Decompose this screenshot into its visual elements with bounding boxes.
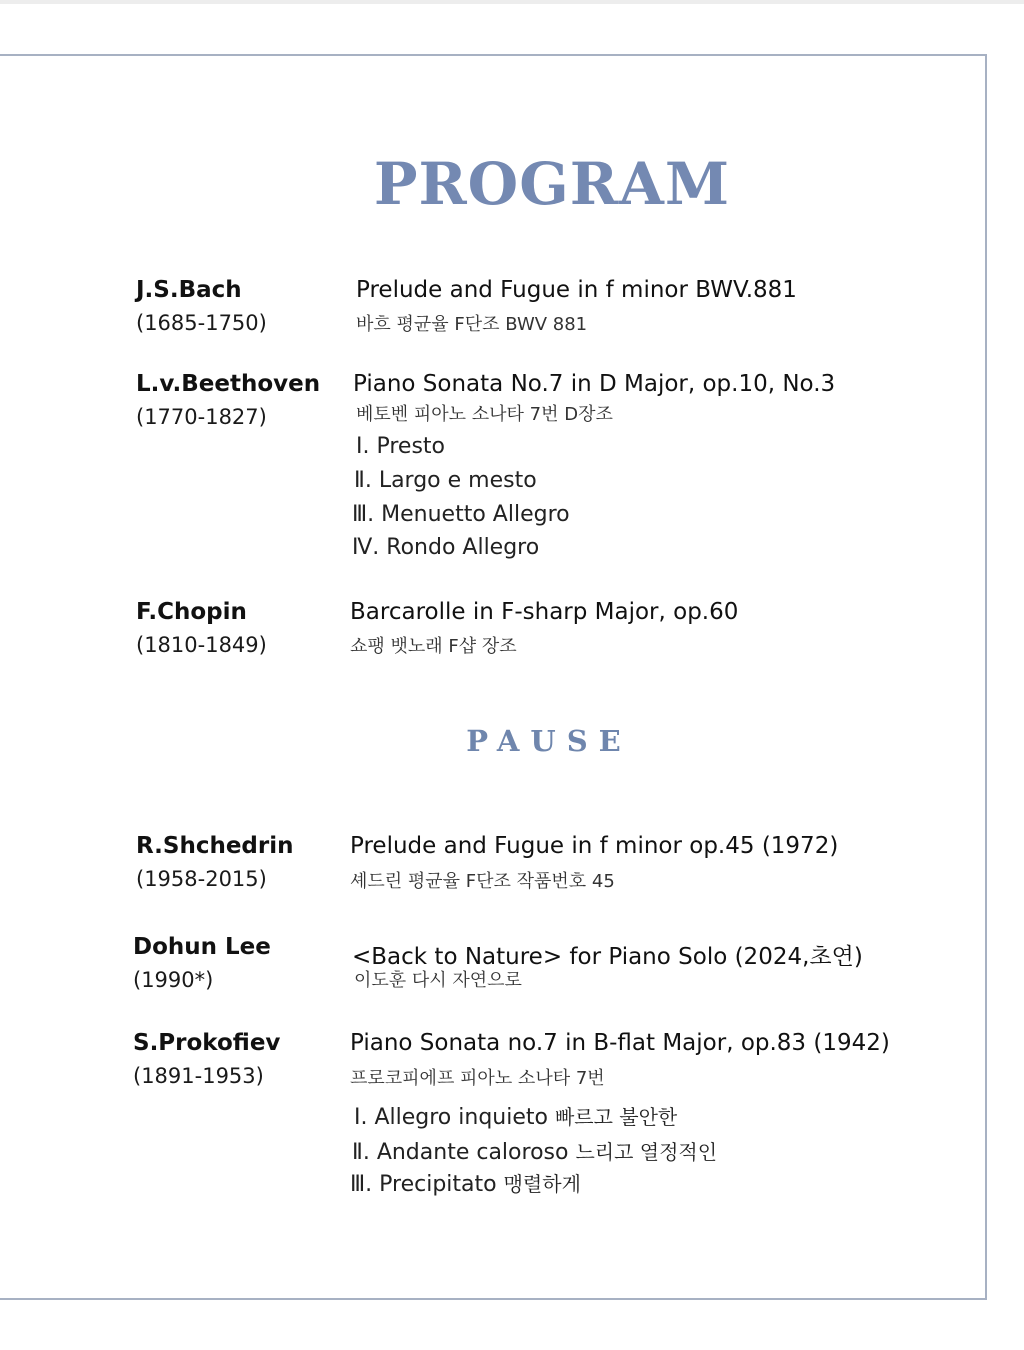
work-title: <Back to Nature> for Piano Solo (2024,초연) bbox=[352, 944, 863, 970]
movement-korean: 느리고 열정적인 bbox=[575, 1140, 718, 1164]
movement bbox=[352, 1136, 717, 1165]
composer-name: S.Prokofiev bbox=[133, 1030, 281, 1056]
composer-name: J.S.Bach bbox=[136, 277, 242, 303]
work-title: Prelude and Fugue in f minor op.45 (1972) bbox=[350, 833, 839, 859]
work-title-korean: 이도훈 다시 자연으로 bbox=[354, 970, 522, 991]
composer-years: (1810-1849) bbox=[136, 633, 267, 657]
work-title-korean: 셰드린 평균율 F단조 작품번호 45 bbox=[350, 871, 615, 892]
composer-name: L.v.Beethoven bbox=[136, 371, 321, 397]
composer-years: (1685-1750) bbox=[136, 311, 267, 335]
movement bbox=[354, 1101, 677, 1130]
movement: Ⅲ. Menuetto Allegro bbox=[352, 502, 570, 527]
movement bbox=[350, 1168, 581, 1197]
work-title-korean: 바흐 평균율 F단조 BWV 881 bbox=[356, 314, 588, 335]
work-title: Piano Sonata No.7 in D Major, op.10, No.3 bbox=[353, 371, 836, 397]
composer-name: F.Chopin bbox=[136, 599, 247, 625]
composer-years: (1990*) bbox=[133, 968, 214, 992]
top-strip bbox=[0, 0, 1024, 4]
work-title-korean: 베토벤 피아노 소나타 7번 D장조 bbox=[356, 404, 613, 425]
composer-years: (1891-1953) bbox=[133, 1064, 264, 1088]
work-title: Piano Sonata no.7 in B-flat Major, op.83 (1942) bbox=[350, 1030, 890, 1056]
composer-years: (1770-1827) bbox=[136, 405, 267, 429]
movement: Ⅳ. Rondo Allegro bbox=[352, 535, 540, 560]
movement: Ⅱ. Largo e mesto bbox=[354, 468, 537, 493]
intermission-label: PAUSE bbox=[466, 724, 632, 758]
movement-title: Ⅲ. Precipitato bbox=[350, 1172, 497, 1197]
composer-name: Dohun Lee bbox=[133, 934, 271, 960]
composer-years: (1958-2015) bbox=[136, 867, 267, 891]
movement-title: Ⅰ. Allegro inquieto bbox=[354, 1105, 548, 1130]
work-title-korean: 쇼팽 뱃노래 F샵 장조 bbox=[350, 636, 517, 657]
movement-korean: 맹렬하게 bbox=[503, 1172, 581, 1196]
work-title: Barcarolle in F-sharp Major, op.60 bbox=[350, 599, 739, 625]
movement-title: Ⅱ. Andante caloroso bbox=[352, 1140, 569, 1165]
movement-korean: 빠르고 불안한 bbox=[554, 1105, 678, 1129]
program-title: PROGRAM bbox=[373, 150, 731, 218]
movement: Ⅰ. Presto bbox=[356, 434, 445, 459]
composer-name: R.Shchedrin bbox=[136, 833, 294, 859]
work-title: Prelude and Fugue in f minor BWV.881 bbox=[356, 277, 797, 303]
work-title-korean: 프로코피에프 피아노 소나타 7번 bbox=[350, 1068, 605, 1089]
